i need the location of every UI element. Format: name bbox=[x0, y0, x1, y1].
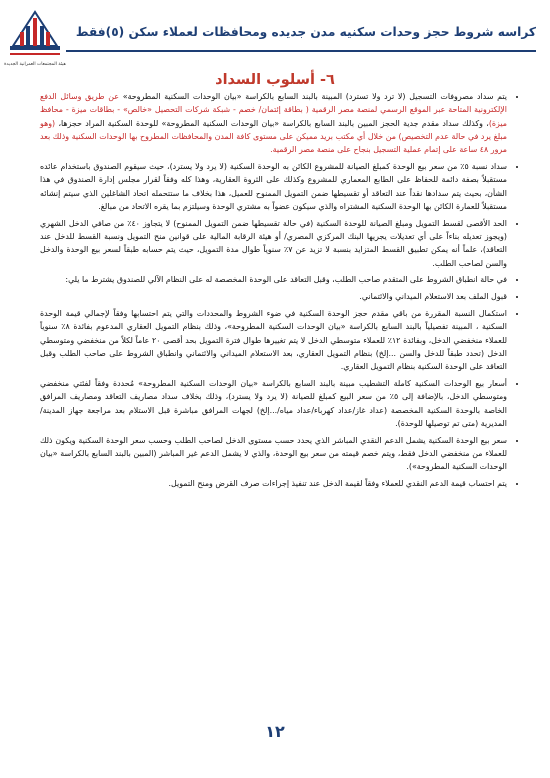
paragraph-text: سداد نسبة ٥٪ من سعر بيع الوحدة كمبلغ الصيانة للمشروع الكائن به الوحدة السكنية (لا يرد ولا يسترد)، حيث سيقوم الصندوق باستخدام عائده مستقبلاً بصفة دائمة للحفاظ على الطابع المعماري للمشروع وكذلك على الثروة العقارية، وهذا كله وفقاً لقرار مجلس إدارة الصندوق في هذا الشأن، بحيث يتم سدادها نقداً عند التعاقد أو تقسيطها ضمن التمويل الممنوح للعميل، هذا بخلاف ما ستتحمله اتحاد الشاغلين الذي سيتم إنشائه مستقبلاً للعمارة الكائن بها الوحدة السكنية المشتراه والذي سيكون عضواً به مشتري الوحدة وسيلتزم بما يقره الاتحاد من مبالغ. bbox=[40, 161, 507, 211]
paragraph-text: أسعار بيع الوحدات السكنية كاملة التشطيب مبينة بالبند السابع بالكراسة «بيان الوحدات السكنية المطروحة» مُحددة وفقاً لفئتي منخفضي ومتوسطي الدخل، بالإضافة إلى ٥٪ من سعر البيع كمبلغ للصيانة (لا يرد ولا يسترد)، وذلك بخلاف سداد مصاريف التعاقد ومصاريف المرافق الخاصة بالوحدة السكنية المخصصة (عداد غاز/عداد كهرباء/عداد مياه/...إلخ) لجهات المرافق مباشرة قبل الاستلام بعد مراجعة جهاز المدينة/ المديرية (متى تم توصيلها للوحدة). bbox=[40, 378, 507, 428]
paragraph-text: استكمال النسبة المقررة من باقي مقدم حجز الوحدة السكنية في ضوء الشروط والمحددات والتي يتم احتسابها وفقاً لإجمالي قيمة الوحدة السكنية ، المبينة تفصيلياً بالبند السابع بالكراسة «بيان الوحدات السكنية المطروحة»، وذلك بنظام التمويل العقاري المدعوم بفائدة ٨٪ سنوياً للعملاء منخفضي الدخل، وبفائدة ١٢٪ للعملاء متوسطي الدخل لا يتم تغييرها طوال فترة التمويل بحد أقصى ٢٠ عاماً لكلاً من منخفضي ومتوسطي الدخل (تحدد طبقاً للدخل والسن ...إلخ) بنظام التمويل العقاري، بعد الاستعلام الميداني والائتماني وانطباق الشروط على صاحب الطلب وقبل التعاقد على الوحدة السكنية بنظام التمويل العقاري. bbox=[40, 308, 507, 372]
paragraph-text: الحد الأقصى لقسط التمويل ومبلغ الصيانة للوحدة السكنية (في حالة تقسيطها ضمن التمويل الممنوح) لا يتجاوز ٤٠٪ من صافي الدخل الشهري (ويجوز تعديله بناءاً على أي تعديلات يجريها البنك المركزي المصري/ أو هيئة الرقابة المالية على قوانين منح التمويل ونسبة القسط للدخل عند التعاقد)، علماً أنه يمكن تطبيق القسط المتزايد بنسبة لا تزيد عن ٧٪ سنوياً طوال مدة التمويل، حيث يتم حسابه طبقاً لسعر بيع الوحدة والدخل والسن لصاحب الطلب. bbox=[40, 218, 507, 268]
highlighted-text: (وهو مبلغ يرد في حالة عدم التخصيص) من خلال أي مكتب بريد مميكن على مستوى كافة المدن والمحافظات المطروح بها الوحدات السكنية وذلك بعد مرور ٤٨ ساعة على إتمام عملية التسجيل بنجاح على منصة مصر الرقمية. bbox=[40, 118, 507, 155]
list-item bbox=[40, 307, 507, 373]
section-title: ٦- أسلوب السداد bbox=[215, 72, 335, 88]
paragraph-text: في حالة انطباق الشروط على المتقدم صاحب الطلب، وقبل التعاقد على الوحدة المخصصة له على النظام الآلي للصندوق يشترط ما يلي: bbox=[65, 275, 507, 285]
paragraph-text: يتم سداد مصروفات التسجيل (لا ترد ولا تسترد) المبينة بالبند السابع بالكراسة «بيان الوحدات السكنية المطروحة» bbox=[119, 92, 508, 101]
list-item bbox=[40, 434, 507, 474]
logo-caption: هيئة المجتمعات العمرانية الجديدة bbox=[4, 62, 66, 67]
paragraph-text: قبول الملف بعد الاستعلام الميداني والائتماني. bbox=[359, 292, 507, 302]
document-title: كراسه شروط حجز وحدات سكنيه مدن جديده ومحافظات لعملاء سكن (٥)فقط bbox=[75, 25, 536, 39]
highlighted-text: عن طريق وسائل الدفع الإلكترونية المتاحة عبر الموقع الرسمي لمنصة مصر الرقمية ( بطاقة إئتمان/ خصم - شبكة شركات التحصيل «خالص» - بطاقات ميزة - محافظ ميزة) bbox=[40, 92, 507, 128]
ministry-logo-icon bbox=[8, 6, 62, 64]
list-item bbox=[40, 90, 507, 156]
list-item bbox=[40, 477, 507, 490]
paragraph-text: سعر بيع الوحدة السكنية يشمل الدعم النقدي المباشر الذي يحدد حسب مستوى الدخل لصاحب الطلب وحسب سعر الوحدة السكنية ويكون ذلك للعملاء من منخفضي الدخل فقط، ويتم خصم قيمته من سعر بيع الوحدة، والذي لا يشمل الدعم غير المباشر (المبين بالبند السابع بالكراسة «بيان الوحدات السكنية المطروحة»). bbox=[40, 435, 507, 472]
payment-terms-list bbox=[40, 90, 520, 490]
document-body bbox=[40, 90, 520, 494]
list-item bbox=[40, 217, 507, 270]
paragraph-text: ، وكذلك سداد مقدم جدية الحجز المبين بالبند السابع بالكراسة «بيان الوحدات السكنية المطروحة» للوحدة السكنية المراد حجزها، bbox=[55, 118, 489, 128]
list-item bbox=[40, 160, 507, 213]
header-divider bbox=[66, 50, 536, 52]
list-item bbox=[40, 273, 507, 286]
list-item bbox=[40, 290, 507, 303]
paragraph-text: يتم احتساب قيمة الدعم النقدي للعملاء وفقاً لقيمة الدخل عند تنفيذ إجراءات صرف القرض ومنح التمويل. bbox=[168, 479, 507, 489]
list-item bbox=[40, 377, 507, 430]
page-number: ١٢ bbox=[265, 722, 285, 741]
